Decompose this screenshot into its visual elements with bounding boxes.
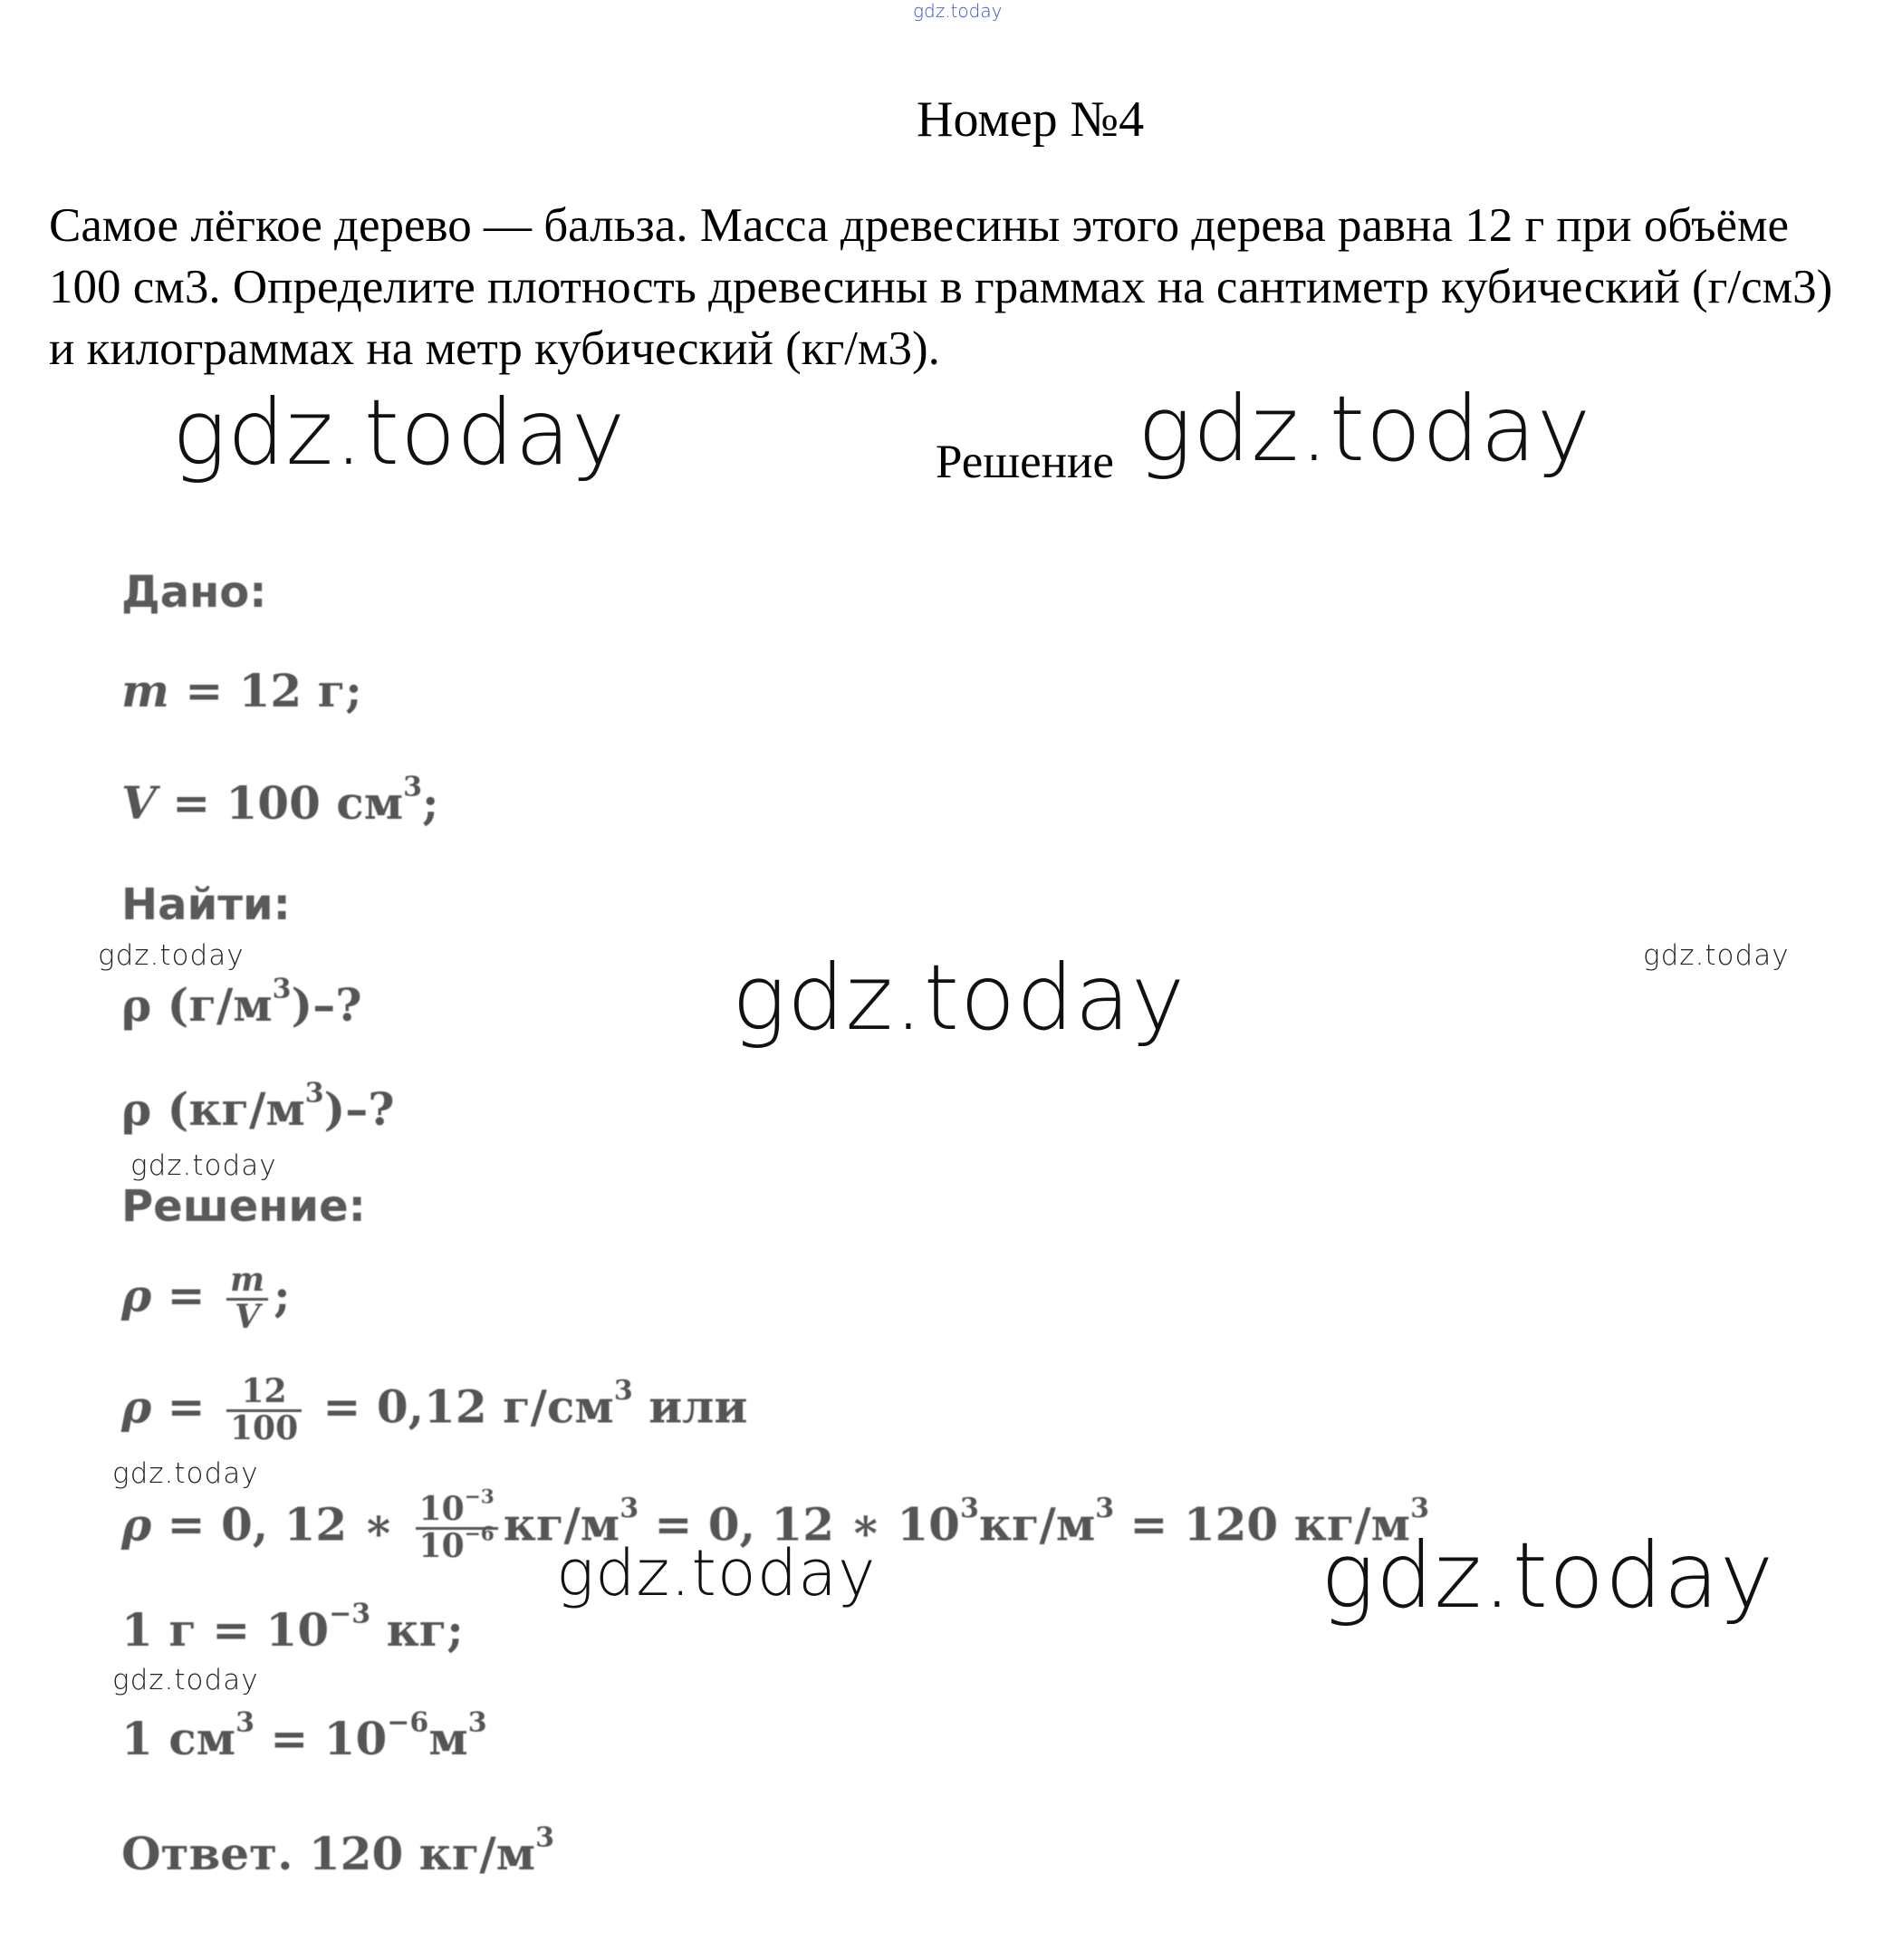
conversion-gram xyxy=(121,1598,464,1657)
calc2-rho: ρ xyxy=(121,1497,152,1552)
calc2-b-exp: 3 xyxy=(620,1492,639,1524)
conv2-a: 1 см xyxy=(121,1712,236,1765)
volume-end: ; xyxy=(422,776,439,830)
find-density-2 xyxy=(121,1077,395,1136)
find-1-b: )–? xyxy=(291,978,362,1032)
watermark: gdz.today xyxy=(98,939,245,972)
watermark: gdz.today xyxy=(1643,939,1790,972)
conversion-volume xyxy=(121,1706,487,1765)
calc2-den-base: 10 xyxy=(418,1526,465,1565)
mass-variable: m xyxy=(121,664,169,717)
formula-fraction xyxy=(226,1263,268,1335)
volume-exponent: 3 xyxy=(403,771,423,803)
calc2-e-exp: 3 xyxy=(1410,1492,1429,1524)
formula-numerator: m xyxy=(226,1263,268,1301)
calc2-num-base: 10 xyxy=(418,1490,465,1528)
calc1-eq: = xyxy=(151,1379,221,1434)
calc1-exponent: 3 xyxy=(613,1374,633,1407)
calc2-d-exp: 3 xyxy=(1095,1492,1115,1524)
watermark: gdz.today xyxy=(1321,1523,1775,1629)
calc2-fraction xyxy=(416,1485,498,1565)
watermark: gdz.today xyxy=(732,945,1186,1051)
calc1-numerator: 12 xyxy=(226,1375,302,1412)
find-1-a: ρ (г/м xyxy=(121,978,273,1032)
conv1-exponent: −3 xyxy=(329,1598,371,1630)
top-watermark: gdz.today xyxy=(913,0,1003,22)
calc2-c: = 0, 12 ∗ 10 xyxy=(639,1497,960,1552)
calc2-b: кг/м xyxy=(503,1497,620,1552)
formula-denominator: V xyxy=(235,1297,260,1336)
watermark: gdz.today xyxy=(1138,376,1592,482)
calc1-tail: или xyxy=(632,1379,748,1434)
calc2-e: = 120 кг/м xyxy=(1114,1497,1411,1552)
solve-heading: Решение: xyxy=(121,1181,366,1232)
answer-exponent: 3 xyxy=(535,1821,554,1854)
watermark: gdz.today xyxy=(130,1149,277,1182)
formula-end: ; xyxy=(274,1268,291,1322)
watermark: gdz.today xyxy=(112,1664,259,1696)
given-volume xyxy=(121,771,439,830)
find-2-b: )–? xyxy=(323,1082,395,1136)
given-heading: Дано: xyxy=(121,567,267,618)
conv2-exp3: 3 xyxy=(467,1706,487,1739)
volume-variable: V xyxy=(121,776,157,830)
conv1-a: 1 г = 10 xyxy=(121,1603,330,1657)
watermark: gdz.today xyxy=(556,1536,877,1610)
calculation-1 xyxy=(121,1372,748,1447)
calc1-rho: ρ xyxy=(121,1379,152,1434)
calc2-num-exp: −3 xyxy=(464,1485,495,1509)
calc2-den-exp: −6 xyxy=(464,1523,495,1546)
mass-value: = 12 г; xyxy=(168,664,362,717)
problem-statement: Самое лёгкое дерево — бальза. Масса древесины этого дерева равна 12 г при объёме 100 см3. Определите плотность древесины в граммах на сантиметр кубический (г/см3) и килограммах на метр кубический (кг/м3). xyxy=(49,199,1833,375)
conv2-exp2: −6 xyxy=(387,1706,429,1739)
find-heading: Найти: xyxy=(121,879,291,930)
solution-label: Решение xyxy=(936,436,1114,488)
answer xyxy=(121,1821,554,1880)
density-formula xyxy=(121,1263,291,1335)
calc1-result: = 0,12 г/см xyxy=(307,1379,614,1434)
calc2-c-exp: 3 xyxy=(959,1492,979,1524)
conv2-c: м xyxy=(428,1712,468,1765)
conv2-b: = 10 xyxy=(254,1712,388,1765)
calc1-denominator: 100 xyxy=(229,1408,299,1447)
calc2-d: кг/м xyxy=(978,1497,1096,1552)
conv2-exp1: 3 xyxy=(235,1706,255,1739)
find-2-a: ρ (кг/м xyxy=(121,1082,305,1136)
calc2-a: = 0, 12 ∗ xyxy=(151,1497,410,1552)
calc1-fraction xyxy=(226,1372,302,1447)
conv1-b: кг; xyxy=(370,1603,464,1657)
find-density-1 xyxy=(121,973,362,1032)
watermark: gdz.today xyxy=(172,380,627,485)
watermark: gdz.today xyxy=(112,1457,259,1490)
answer-text: Ответ. 120 кг/м xyxy=(121,1827,536,1880)
find-2-exponent: 3 xyxy=(304,1077,324,1110)
calc2-denominator xyxy=(416,1523,498,1565)
formula-eq: = xyxy=(151,1268,221,1322)
page-title: Номер №4 xyxy=(917,91,1145,148)
formula-rho: ρ xyxy=(121,1268,152,1322)
given-mass xyxy=(121,664,362,717)
find-1-exponent: 3 xyxy=(272,973,292,1005)
volume-value: = 100 см xyxy=(156,776,404,830)
